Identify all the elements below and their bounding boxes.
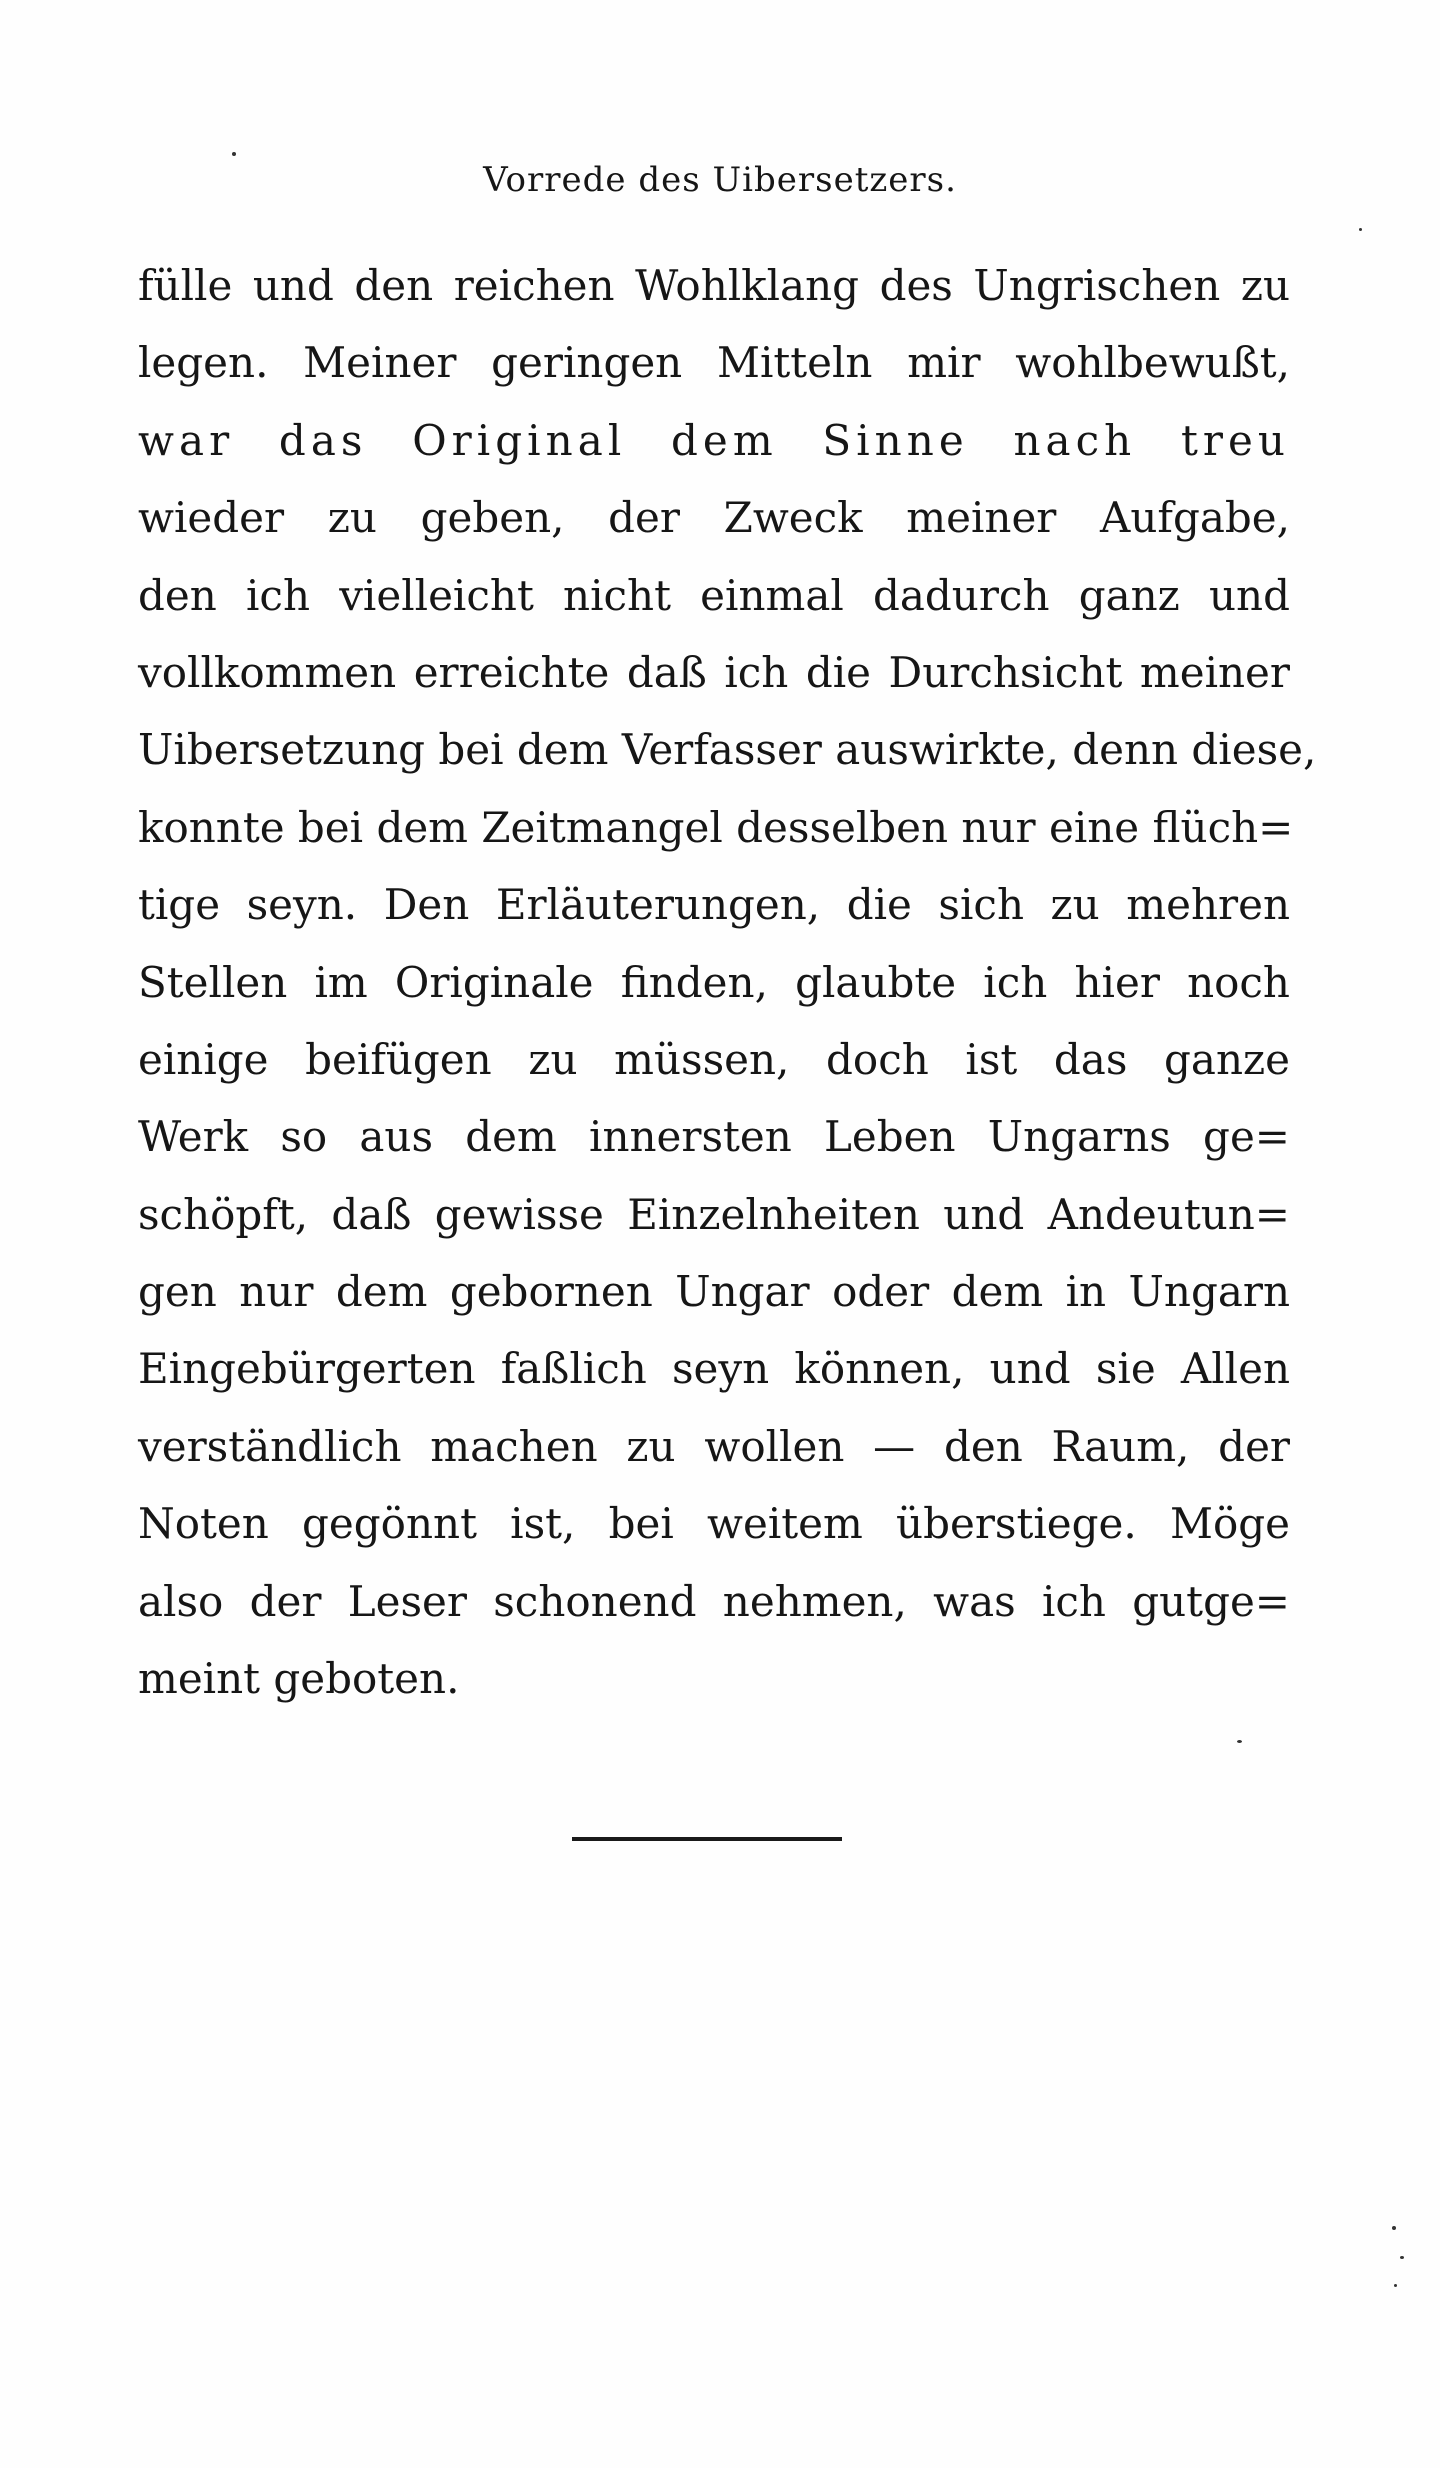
text-line: vollkommen erreichte daß ich die Durchsicht meiner [138, 647, 1290, 697]
text-line: tige seyn. Den Erläuterungen, die sich zu mehren [138, 880, 1290, 930]
text-line: meint geboten. [138, 1654, 460, 1704]
body-text [138, 247, 1317, 1717]
text-line: einige beifügen zu müssen, doch ist das ganze [138, 1034, 1290, 1084]
running-head: Vorrede des Uibersetzers. [483, 160, 957, 200]
text-line: wieder zu geben, der Zweck meiner Aufgabe, [138, 493, 1290, 543]
print-speck [1392, 2226, 1396, 2230]
text-line: Noten gegönnt ist, bei weitem überstiege. Möge [138, 1499, 1290, 1549]
text-line: gen nur dem gebornen Ungar oder dem in Ungarn [138, 1267, 1290, 1317]
text-line: den ich vielleicht nicht einmal dadurch ganz und [138, 570, 1290, 620]
text-line: schöpft, daß gewisse Einzelnheiten und Andeutun= [138, 1189, 1290, 1239]
closing-rule [572, 1837, 842, 1841]
print-speck [1237, 1740, 1242, 1743]
text-line: legen. Meiner geringen Mitteln mir wohlbewußt, [138, 338, 1290, 388]
text-line: Werk so aus dem innersten Leben Ungarns ge= [138, 1112, 1290, 1162]
text-line: also der Leser schonend nehmen, was ich gutge= [138, 1576, 1290, 1626]
text-line: fülle und den reichen Wohlklang des Ungrischen zu [138, 261, 1290, 310]
text-line: Stellen im Originale finden, glaubte ich hier noch [138, 957, 1290, 1007]
print-speck [1394, 2284, 1397, 2287]
print-speck [1400, 2256, 1404, 2259]
text-line: konnte bei dem Zeitmangel desselben nur eine flüch= [138, 802, 1294, 852]
text-line: Eingebürgerten faßlich seyn können, und sie Allen [138, 1344, 1290, 1394]
print-speck [1359, 228, 1362, 231]
text-line: verständlich machen zu wollen — den Raum, der [138, 1421, 1290, 1471]
text-line: war das Original dem Sinne nach treu [138, 415, 1290, 465]
print-speck [232, 152, 236, 156]
text-line: Uibersetzung bei dem Verfasser auswirkte, denn diese, [138, 725, 1317, 775]
